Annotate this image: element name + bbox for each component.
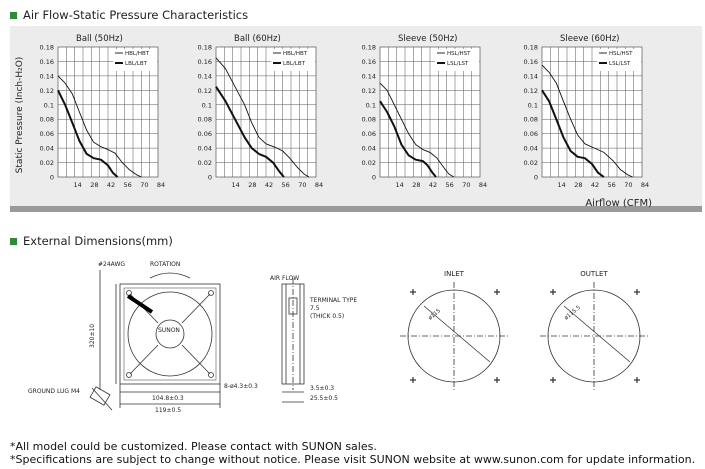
dimensions-drawing bbox=[0, 250, 705, 450]
legend-entry: HSL/HST bbox=[447, 51, 471, 57]
y-axis-label: Static Pressure (Inch-H₂O) bbox=[15, 56, 25, 174]
y-tick-label: 0.12 bbox=[197, 86, 212, 95]
x-tick-label: 28 bbox=[248, 181, 257, 189]
brand-label: SUNON bbox=[158, 327, 180, 334]
x-tick-label: 42 bbox=[590, 181, 600, 189]
y-tick-label: 0.08 bbox=[197, 115, 212, 124]
y-tick-label: 0.06 bbox=[361, 130, 376, 139]
y-tick-label: 0.14 bbox=[523, 72, 538, 81]
y-tick-label: 0.1 bbox=[365, 101, 376, 110]
x-tick-label: 42 bbox=[106, 181, 116, 189]
x-axis-label: Airflow (CFM) bbox=[585, 198, 652, 209]
y-tick-label: 0 bbox=[533, 173, 538, 182]
outlet-view bbox=[540, 282, 648, 390]
legend-entry: HBL/HBT bbox=[283, 51, 308, 57]
terminal-thick-label: (THICK 0.5) bbox=[310, 313, 345, 320]
y-tick-label: 0.06 bbox=[197, 130, 212, 139]
airflow-title-text: Air Flow-Static Pressure Characteristics bbox=[23, 8, 249, 22]
y-tick-label: 0.06 bbox=[39, 130, 54, 139]
y-tick-label: 0.1 bbox=[201, 101, 212, 110]
side-view-labels bbox=[270, 275, 357, 402]
y-tick-label: 0 bbox=[49, 173, 54, 182]
y-tick-label: 0.08 bbox=[523, 115, 538, 124]
dim-119-label: 119±0.5 bbox=[155, 407, 182, 414]
x-tick-label: 70 bbox=[462, 181, 471, 189]
x-tick-label: 56 bbox=[607, 181, 616, 189]
y-tick-label: 0 bbox=[371, 173, 376, 182]
y-tick-label: 0.16 bbox=[39, 57, 54, 66]
x-tick-label: 70 bbox=[624, 181, 633, 189]
x-tick-label: 42 bbox=[264, 181, 274, 189]
y-tick-label: 0.12 bbox=[39, 86, 54, 95]
x-tick-label: 56 bbox=[123, 181, 132, 189]
air-flow-label: AIR FLOW bbox=[270, 275, 300, 282]
terminal-size-label: 7.5 bbox=[310, 305, 320, 312]
y-tick-label: 0.12 bbox=[361, 86, 376, 95]
chart-title: Sleeve (60Hz) bbox=[560, 34, 620, 44]
side-view bbox=[282, 278, 304, 402]
inlet-dia-label: ø115 bbox=[427, 308, 442, 322]
x-tick-label: 28 bbox=[90, 181, 99, 189]
x-tick-label: 84 bbox=[314, 181, 324, 189]
y-tick-label: 0.06 bbox=[523, 130, 538, 139]
x-tick-label: 14 bbox=[395, 181, 404, 189]
x-tick-label: 28 bbox=[574, 181, 583, 189]
y-tick-label: 0.08 bbox=[39, 115, 54, 124]
y-tick-label: 0.18 bbox=[523, 43, 538, 52]
terminal-type-label: TERMINAL TYPE bbox=[310, 297, 358, 304]
y-tick-label: 0.14 bbox=[361, 72, 376, 81]
x-tick-label: 14 bbox=[231, 181, 240, 189]
chart-title: Ball (50Hz) bbox=[76, 34, 123, 44]
legend-entry: LBL/LBT bbox=[283, 61, 305, 67]
rotation-label: ROTATION bbox=[150, 261, 181, 268]
x-tick-label: 84 bbox=[640, 181, 650, 189]
y-tick-label: 0.16 bbox=[361, 57, 376, 66]
y-tick-label: 0.02 bbox=[197, 159, 212, 168]
y-tick-label: 0.02 bbox=[523, 159, 538, 168]
legend-entry: LSL/LST bbox=[447, 61, 469, 67]
outlet-labels bbox=[563, 270, 608, 322]
x-tick-label: 56 bbox=[445, 181, 454, 189]
legend-entry: LBL/LBT bbox=[125, 61, 147, 67]
dim-255-label: 25.5±0.5 bbox=[310, 395, 338, 402]
inlet-view bbox=[400, 282, 508, 390]
y-tick-label: 0.02 bbox=[361, 159, 376, 168]
x-tick-label: 56 bbox=[281, 181, 290, 189]
footnote-2: *Specifications are subject to change without notice. Please visit SUNON website at www.sunon.com for update information. bbox=[10, 453, 696, 466]
dimensions-title-text: External Dimensions(mm) bbox=[23, 234, 173, 248]
fan-hub bbox=[156, 320, 184, 348]
y-tick-label: 0.02 bbox=[39, 159, 54, 168]
y-tick-label: 0.04 bbox=[523, 144, 538, 153]
hole-label: 8-ø4.3±0.3 bbox=[224, 383, 258, 390]
airflow-charts-svg bbox=[0, 0, 705, 215]
x-tick-label: 42 bbox=[428, 181, 438, 189]
front-view bbox=[90, 270, 220, 410]
ground-lug-label: GROUND LUG M4 bbox=[28, 388, 80, 395]
y-tick-label: 0.1 bbox=[43, 101, 54, 110]
inlet-labels bbox=[427, 270, 464, 322]
y-tick-label: 0.04 bbox=[39, 144, 54, 153]
awg-label: #24AWG bbox=[98, 261, 126, 268]
legend-entry: HSL/HST bbox=[609, 51, 633, 57]
y-tick-label: 0.14 bbox=[197, 72, 212, 81]
x-tick-label: 14 bbox=[73, 181, 82, 189]
x-tick-label: 70 bbox=[140, 181, 149, 189]
y-tick-label: 0.18 bbox=[361, 43, 376, 52]
legend-entry: LSL/LST bbox=[609, 61, 631, 67]
y-tick-label: 0.12 bbox=[523, 86, 538, 95]
dim-320-label: 320±10 bbox=[89, 323, 96, 348]
chart-title: Ball (60Hz) bbox=[234, 34, 281, 44]
rotation-arrow-icon bbox=[150, 273, 190, 278]
outlet-dia-label: ø115.5 bbox=[563, 304, 582, 322]
y-tick-label: 0.16 bbox=[523, 57, 538, 66]
chart-title: Sleeve (50Hz) bbox=[398, 34, 458, 44]
x-tick-label: 28 bbox=[412, 181, 421, 189]
y-tick-label: 0.16 bbox=[197, 57, 212, 66]
outlet-label: OUTLET bbox=[580, 270, 608, 278]
y-tick-label: 0.1 bbox=[527, 101, 538, 110]
x-tick-label: 84 bbox=[478, 181, 488, 189]
legend-entry: HBL/HBT bbox=[125, 51, 150, 57]
x-tick-label: 70 bbox=[298, 181, 307, 189]
y-tick-label: 0 bbox=[207, 173, 212, 182]
y-tick-label: 0.18 bbox=[197, 43, 212, 52]
footnotes bbox=[10, 440, 695, 466]
x-tick-label: 84 bbox=[156, 181, 166, 189]
y-tick-label: 0.08 bbox=[361, 115, 376, 124]
y-tick-label: 0.04 bbox=[361, 144, 376, 153]
dimensions-section-title bbox=[10, 234, 173, 248]
inlet-label: INLET bbox=[444, 270, 464, 278]
y-tick-label: 0.04 bbox=[197, 144, 212, 153]
y-tick-label: 0.18 bbox=[39, 43, 54, 52]
section-bullet-icon bbox=[10, 238, 17, 245]
x-tick-label: 14 bbox=[557, 181, 566, 189]
dim-35-label: 3.5±0.3 bbox=[310, 385, 335, 392]
footnote-1: *All model could be customized. Please contact with SUNON sales. bbox=[10, 440, 377, 453]
dim-104-label: 104.8±0.3 bbox=[152, 395, 184, 402]
y-tick-label: 0.14 bbox=[39, 72, 54, 81]
